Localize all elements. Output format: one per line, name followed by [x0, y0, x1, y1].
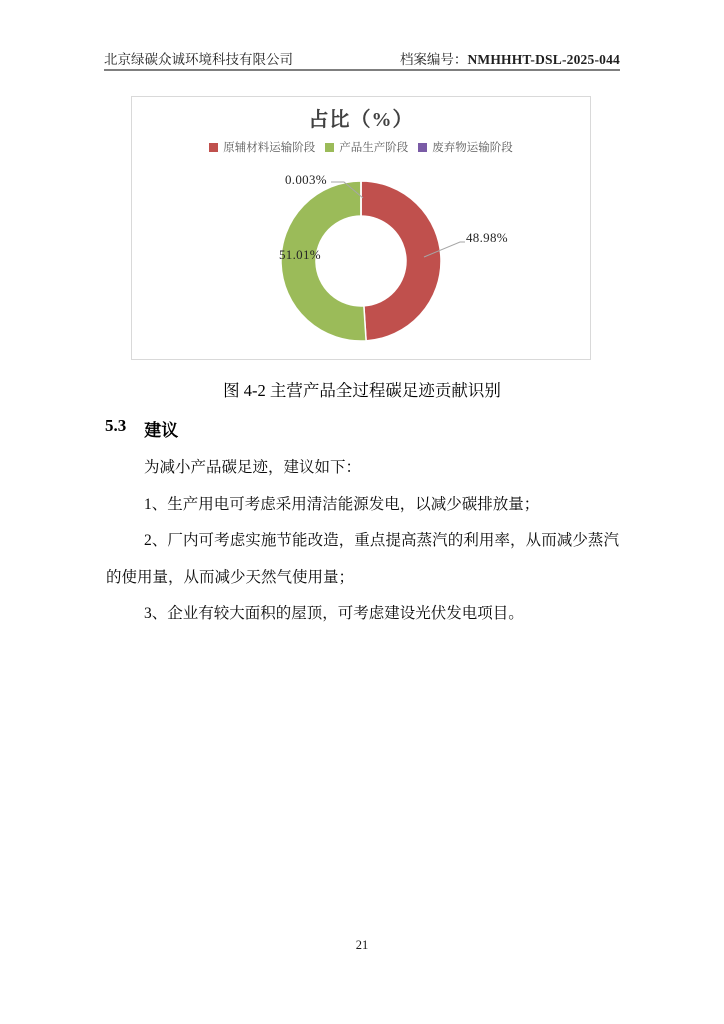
paragraph-intro: 为减小产品碳足迹，建议如下：	[144, 459, 362, 476]
section-number: 5.3	[105, 416, 127, 435]
file-number-value: NMHHHT-DSL-2025-044	[467, 52, 620, 67]
chart-legend	[132, 139, 590, 155]
legend-item-production	[325, 139, 408, 155]
legend-item-waste-transport	[418, 139, 513, 155]
legend-item-raw-material	[209, 139, 315, 155]
section-title: 建议	[144, 421, 179, 440]
header-rule	[104, 69, 620, 71]
figure-caption: 图 4-2 主营产品全过程碳足迹贡献识别	[223, 381, 501, 400]
file-number-label: 档案编号：	[399, 52, 468, 67]
paragraph-item-1: 1、生产用电可考虑采用清洁能源发电，以减少碳排放量；	[144, 495, 540, 513]
legend-label: 原辅材料运输阶段	[223, 142, 316, 154]
slice-label-red: 48.98%	[466, 230, 508, 245]
chart-title: 占比（%）	[308, 109, 414, 131]
legend-swatch-green	[325, 143, 334, 152]
legend-label: 产品生产阶段	[339, 142, 409, 154]
paragraph-item-2: 2、厂内可考虑实施节能改造，重点提高蒸汽的利用率，从而减少蒸汽的使用量，从而减少天然气使用量；	[106, 532, 619, 586]
slice-label-green: 51.01%	[279, 247, 321, 262]
donut-chart	[132, 97, 590, 359]
body-text	[106, 450, 619, 633]
donut-slice	[361, 181, 441, 341]
page-header	[104, 46, 620, 68]
slice-label-purple: 0.003%	[285, 172, 327, 187]
company-name: 北京绿碳众诚环境科技有限公司	[104, 52, 293, 67]
page-number: 21	[355, 938, 369, 952]
paragraph-item-3: 3、企业有较大面积的屋顶，可考虑建设光伏发电项目。	[144, 605, 524, 622]
legend-label: 废弃物运输阶段	[432, 142, 513, 154]
legend-swatch-red	[209, 143, 218, 152]
file-number	[400, 48, 620, 68]
chart-figure	[131, 96, 591, 360]
section-heading	[105, 416, 178, 441]
legend-swatch-purple	[418, 143, 427, 152]
